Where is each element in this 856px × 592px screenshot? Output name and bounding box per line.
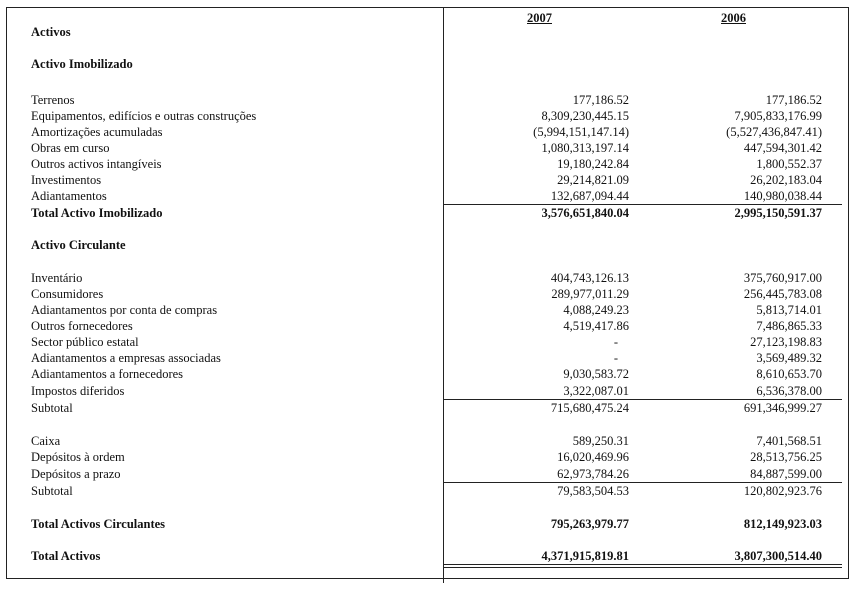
table-row bbox=[0, 466, 856, 482]
value-2006: 8,610,653.70 bbox=[756, 367, 822, 381]
row-label: Adiantamentos a fornecedores bbox=[31, 367, 184, 381]
table-row bbox=[0, 92, 856, 108]
row-label: Investimentos bbox=[31, 173, 102, 187]
subtotal-row bbox=[0, 483, 856, 499]
fixed-heading: Activo Imobilizado bbox=[31, 57, 133, 71]
value-2007: 9,030,583.72 bbox=[563, 367, 629, 381]
value-2007: 62,973,784.26 bbox=[557, 467, 629, 481]
value-2007: 3,322,087.01 bbox=[563, 384, 629, 398]
value-2006: 177,186.52 bbox=[765, 93, 822, 107]
current-heading: Activo Circulante bbox=[31, 238, 126, 252]
value-2007: 19,180,242.84 bbox=[557, 157, 629, 171]
value-2007: 404,743,126.13 bbox=[550, 271, 629, 285]
table-row bbox=[0, 350, 856, 366]
value-2006: 84,887,599.00 bbox=[750, 467, 822, 481]
row-label: Consumidores bbox=[31, 287, 104, 301]
row-label: Subtotal bbox=[31, 484, 73, 498]
table-row bbox=[0, 156, 856, 172]
value-2006: 27,123,198.83 bbox=[750, 335, 822, 349]
value-2006: 1,800,552.37 bbox=[756, 157, 822, 171]
grand-total-rule-1 bbox=[444, 564, 842, 565]
grand-total-rule-2 bbox=[444, 567, 842, 568]
value-2007: 1,080,313,197.14 bbox=[541, 141, 629, 155]
row-label: Impostos diferidos bbox=[31, 384, 125, 398]
total-row bbox=[0, 516, 856, 532]
value-2007: 4,519,417.86 bbox=[563, 319, 629, 333]
value-2006: 447,594,301.42 bbox=[743, 141, 822, 155]
value-2007: 4,088,249.23 bbox=[563, 303, 629, 317]
value-2007: 589,250.31 bbox=[572, 434, 629, 448]
value-2007: 8,309,230,445.15 bbox=[541, 109, 629, 123]
row-label: Total Activos bbox=[31, 549, 101, 563]
value-2007: 16,020,469.96 bbox=[557, 450, 629, 464]
section-title bbox=[0, 24, 856, 40]
table-row bbox=[0, 318, 856, 334]
value-2007: - bbox=[613, 351, 618, 365]
row-label: Inventário bbox=[31, 271, 83, 285]
column-header-2007: 2007 bbox=[527, 11, 552, 25]
grand-total-row bbox=[0, 548, 856, 564]
row-label: Outros activos intangíveis bbox=[31, 157, 162, 171]
total-row bbox=[0, 205, 856, 221]
value-2007: 715,680,475.24 bbox=[550, 401, 629, 415]
value-2006: 7,401,568.51 bbox=[756, 434, 822, 448]
value-2006: 26,202,183.04 bbox=[750, 173, 822, 187]
table-row bbox=[0, 366, 856, 382]
row-label: Depósitos a prazo bbox=[31, 467, 121, 481]
subtotal-row bbox=[0, 400, 856, 416]
row-label: Subtotal bbox=[31, 401, 73, 415]
value-2007: 4,371,915,819.81 bbox=[541, 549, 629, 563]
value-2006: 28,513,756.25 bbox=[750, 450, 822, 464]
value-2006: 7,905,833,176.99 bbox=[734, 109, 822, 123]
value-2006: 3,807,300,514.40 bbox=[734, 549, 822, 563]
section-heading bbox=[0, 56, 856, 72]
table-row bbox=[0, 334, 856, 350]
value-2006: 6,536,378.00 bbox=[756, 384, 822, 398]
value-2006: 7,486,865.33 bbox=[756, 319, 822, 333]
table-row bbox=[0, 270, 856, 286]
table-row bbox=[0, 124, 856, 140]
row-label: Sector público estatal bbox=[31, 335, 139, 349]
table-row bbox=[0, 302, 856, 318]
row-label: Total Activos Circulantes bbox=[31, 517, 166, 531]
value-2007: 289,977,011.29 bbox=[551, 287, 629, 301]
value-2007: - bbox=[613, 335, 618, 349]
table-row bbox=[0, 140, 856, 156]
value-2006: 120,802,923.76 bbox=[743, 484, 822, 498]
value-2007: 79,583,504.53 bbox=[557, 484, 629, 498]
value-2006: 3,569,489.32 bbox=[756, 351, 822, 365]
value-2007: 177,186.52 bbox=[572, 93, 629, 107]
table-row bbox=[0, 286, 856, 302]
row-label: Outros fornecedores bbox=[31, 319, 133, 333]
value-2006: (5,527,436,847.41) bbox=[726, 125, 822, 139]
table-row bbox=[0, 172, 856, 188]
row-label: Amortizações acumuladas bbox=[31, 125, 163, 139]
table-row bbox=[0, 433, 856, 449]
value-2006: 256,445,783.08 bbox=[743, 287, 822, 301]
row-label: Total Activo Imobilizado bbox=[31, 206, 163, 220]
value-2007: 132,687,094.44 bbox=[550, 189, 629, 203]
row-label: Obras em curso bbox=[31, 141, 110, 155]
row-label: Adiantamentos bbox=[31, 189, 107, 203]
table-row bbox=[0, 383, 856, 399]
value-2006: 375,760,917.00 bbox=[743, 271, 822, 285]
value-2007: (5,994,151,147.14) bbox=[533, 125, 629, 139]
value-2006: 140,980,038.44 bbox=[743, 189, 822, 203]
row-label: Adiantamentos por conta de compras bbox=[31, 303, 218, 317]
value-2006: 691,346,999.27 bbox=[743, 401, 822, 415]
row-label: Equipamentos, edifícios e outras construções bbox=[31, 109, 257, 123]
table-row bbox=[0, 449, 856, 465]
row-label: Caixa bbox=[31, 434, 61, 448]
section-heading bbox=[0, 237, 856, 253]
table-row bbox=[0, 188, 856, 204]
activos-title: Activos bbox=[31, 25, 71, 39]
row-label: Depósitos à ordem bbox=[31, 450, 125, 464]
value-2007: 3,576,651,840.04 bbox=[541, 206, 629, 220]
value-2006: 5,813,714.01 bbox=[756, 303, 822, 317]
row-label: Adiantamentos a empresas associadas bbox=[31, 351, 221, 365]
table-row bbox=[0, 108, 856, 124]
value-2006: 2,995,150,591.37 bbox=[734, 206, 822, 220]
value-2007: 29,214,821.09 bbox=[557, 173, 629, 187]
value-2007: 795,263,979.77 bbox=[550, 517, 629, 531]
value-2006: 812,149,923.03 bbox=[743, 517, 822, 531]
row-label: Terrenos bbox=[31, 93, 75, 107]
column-header-2006: 2006 bbox=[721, 11, 746, 25]
